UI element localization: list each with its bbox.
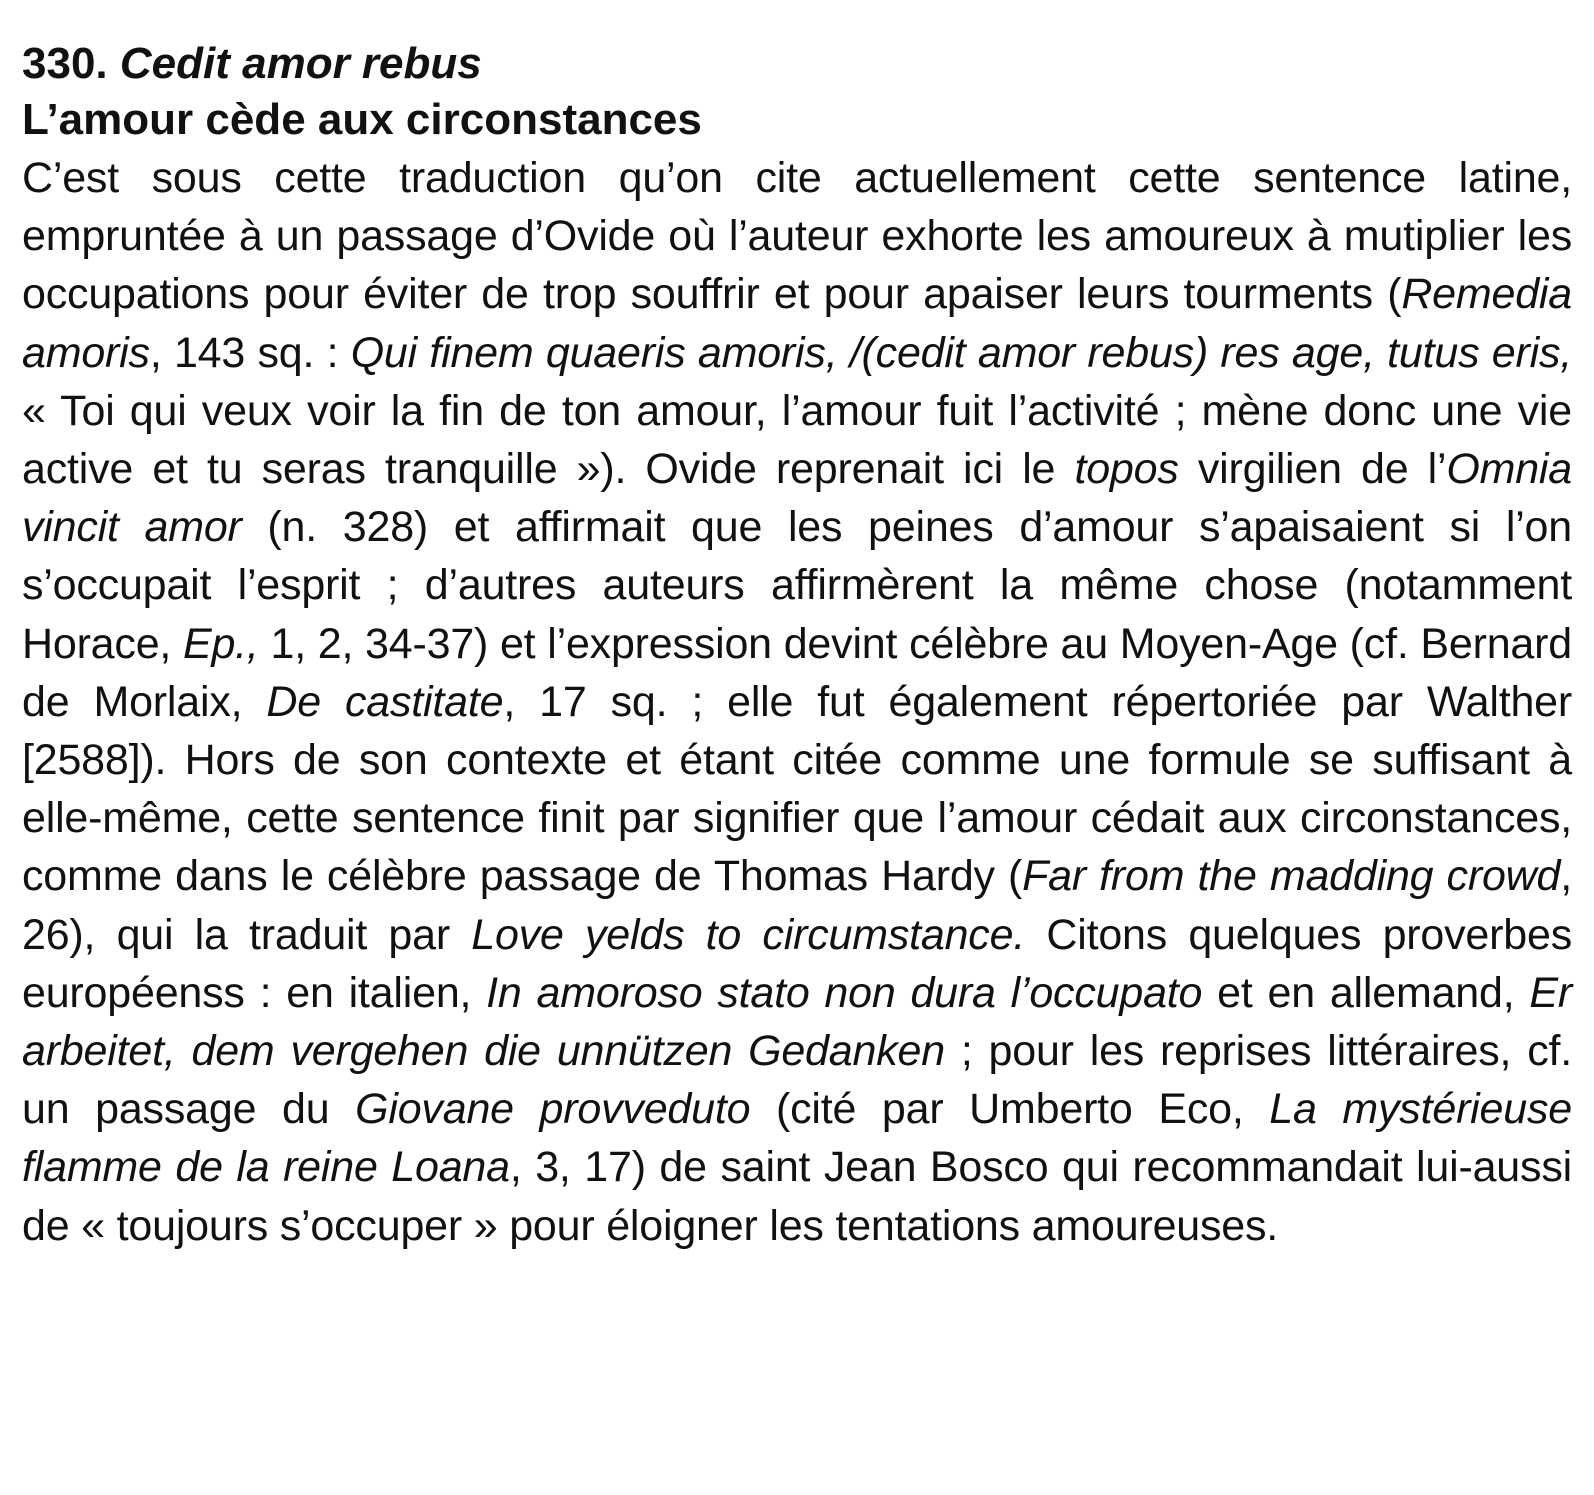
work-title-loana: La mystérieuse flamme de la reine Loana xyxy=(22,1085,1572,1192)
body-text-segment: , 17 sq. ; elle fut également répertoriée par Walther [2588]). Hors de son contexte et étant citée comme une formule se suffisant à elle-même, cette sentence finit par signifier que l’amour cédait aux circonstances, comme dans le célèbre passage de Thomas Hardy ( xyxy=(22,677,1573,901)
entry-heading xyxy=(22,36,1572,91)
work-title-giovane-provveduto: Giovane provveduto xyxy=(355,1085,751,1134)
body-text-segment: C’est sous cette traduction qu’on cite actuellement cette sentence latine, empruntée à un passage d’Ovide où l’auteur exhorte les amoureux à mutiplier les occupations pour éviter de trop souffrir et pour apaiser leurs tourments ( xyxy=(22,154,1572,319)
expression-omnia-vincit-amor: Omnia vincit amor xyxy=(22,445,1572,552)
body-text-segment: (cité par Umberto Eco, xyxy=(750,1085,1270,1134)
latin-quotation: Qui finem quaeris amoris, /(cedit amor rebus) res age, tutus eris, xyxy=(350,328,1573,377)
entry-latin-title: Cedit amor rebus xyxy=(119,39,482,88)
entry-french-title: L’amour cède aux circonstances xyxy=(22,95,702,144)
german-proverb: Er arbeitet, dem vergehen die unnützen Gedanken xyxy=(22,968,1572,1076)
entry-number: 330. xyxy=(22,39,108,88)
body-text-segment: (n. 328) et affirmait que les peines d’amour s’apaisaient si l’on s’occupait l’esprit ; d’autres auteurs affirmèrent la même chose (notamment Horace, xyxy=(22,503,1572,668)
work-title-de-castitate: De castitate xyxy=(266,677,504,726)
work-title-far-from-madding-crowd: Far from the madding crowd xyxy=(1022,852,1561,901)
body-text-segment: ; pour les reprises littéraires, cf. un passage du xyxy=(22,1027,1572,1134)
term-topos: topos xyxy=(1074,445,1179,494)
body-text-segment: « Toi qui veux voir la fin de ton amour, l’amour fuit l’activité ; mène donc une vie active et tu seras tranquille »). Ovide reprenait ici le xyxy=(22,386,1572,494)
body-text-segment: , 143 sq. : xyxy=(149,328,351,377)
body-text-segment: 1, 2, 34-37) et l’expression devint célèbre au Moyen-Age (cf. Bernard de Morlaix, xyxy=(22,619,1572,726)
dictionary-page xyxy=(22,36,1572,1255)
work-title-epistles: Ep., xyxy=(182,619,259,668)
italian-proverb: In amoroso stato non dura l’occupato xyxy=(486,968,1203,1017)
entry-body xyxy=(22,149,1572,1255)
english-translation: Love yelds to circumstance. xyxy=(471,910,1026,959)
work-title-remedia-amoris: Remedia amoris xyxy=(22,270,1572,377)
body-text-segment: , 26), qui la traduit par xyxy=(22,852,1572,959)
body-text-segment: virgilien de l’ xyxy=(1178,445,1447,494)
body-text-segment: Citons quelques proverbes européenss : en italien, xyxy=(22,910,1572,1017)
body-text-segment: et en allemand, xyxy=(1202,968,1530,1017)
body-text-segment: , 3, 17) de saint Jean Bosco qui recommandait lui-aussi de « toujours s’occuper » pour éloigner les tentations amoureuses. xyxy=(22,1143,1572,1250)
